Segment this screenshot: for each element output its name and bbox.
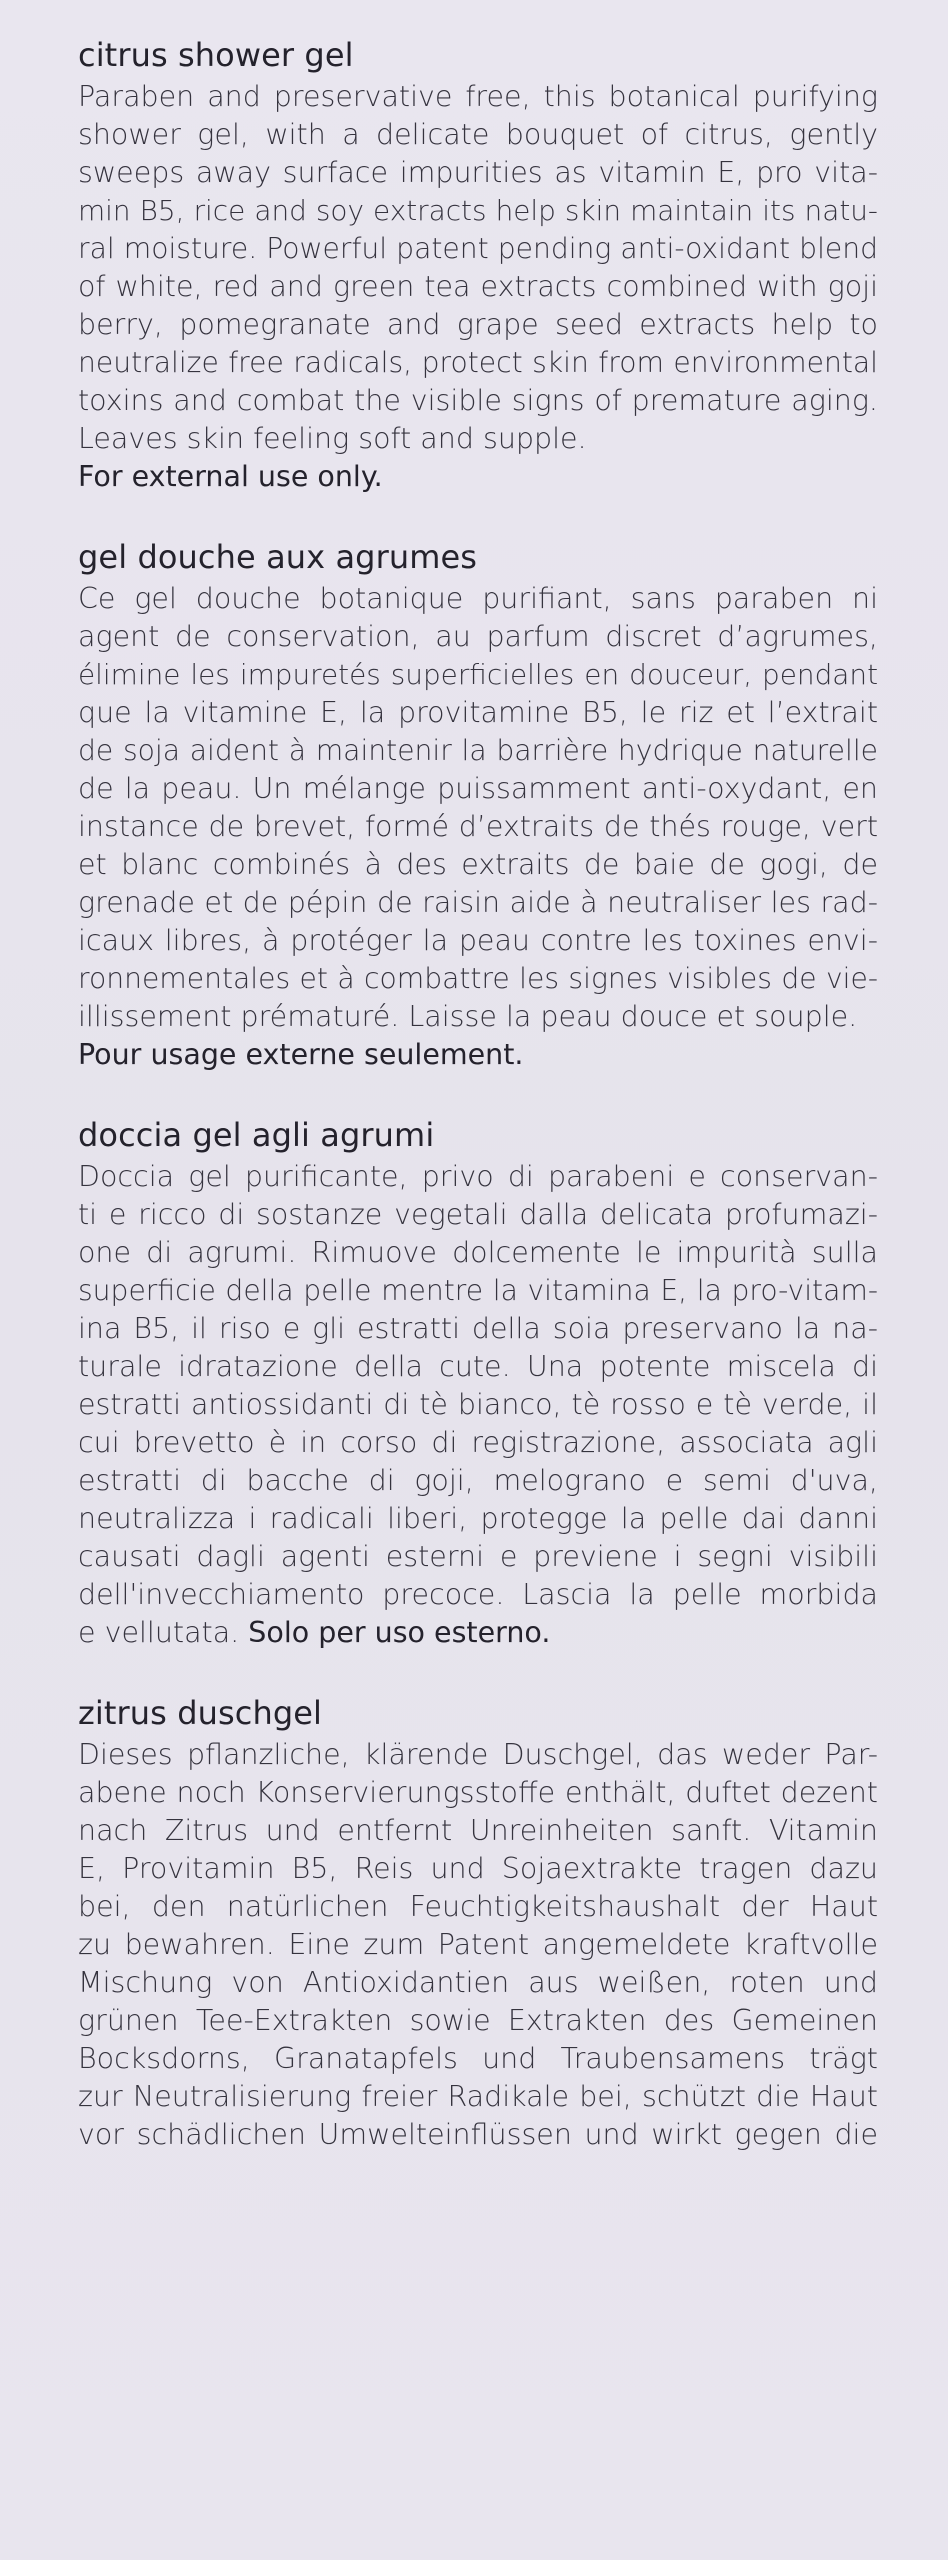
section-title: citrus shower gel (78, 36, 354, 74)
body-line: ina B5, il riso e gli estratti della soia preservano la na- (78, 1312, 878, 1345)
body-line-prefix: e vellutata. (78, 1616, 249, 1649)
body-line: de soja aident à maintenir la barrière hydrique naturelle (78, 734, 878, 767)
body-line: estratti antiossidanti di tè bianco, tè rosso e tè verde, il (78, 1388, 878, 1421)
body-line: one di agrumi. Rimuove dolcemente le impurità sulla (78, 1236, 878, 1269)
body-line: vor schädlichen Umwelteinflüssen und wirkt gegen die (78, 2118, 878, 2151)
body-line: zur Neutralisierung freier Radikale bei, schützt die Haut (78, 2080, 878, 2113)
body-line: nach Zitrus und entfernt Unreinheiten sanft. Vitamin (78, 1814, 878, 1847)
body-line: neutralizza i radicali liberi, protegge la pelle dai danni (78, 1502, 878, 1535)
section-title: zitrus duschgel (78, 1694, 323, 1732)
body-line: causati dagli agenti esterni e previene i segni visibili (78, 1540, 878, 1573)
section-english (78, 32, 878, 496)
body-line-final (78, 1614, 878, 1652)
body-line: estratti di bacche di goji, melograno e semi d'uva, (78, 1464, 878, 1497)
section-french (78, 534, 878, 1074)
body-line: et blanc combinés à des extraits de baie de gogi, de (78, 848, 878, 881)
body-line: cui brevetto è in corso di registrazione, associata agli (78, 1426, 878, 1459)
section-italian (78, 1112, 878, 1652)
usage-note: Pour usage externe seulement. (78, 1038, 524, 1071)
section-german (78, 1690, 878, 2154)
section-title: doccia gel agli agrumi (78, 1116, 435, 1154)
body-line: Doccia gel purificante, privo di parabeni e conservan- (78, 1160, 878, 1193)
body-line: Dieses pflanzliche, klärende Duschgel, das weder Par- (78, 1738, 878, 1771)
body-line: grenade et de pépin de raisin aide à neutraliser les rad- (78, 886, 878, 919)
body-line: of white, red and green tea extracts combined with goji (78, 270, 878, 303)
section-spacer (78, 1652, 878, 1690)
body-line: ti e ricco di sostanze vegetali dalla delicata profumazi- (78, 1198, 878, 1231)
usage-note: Solo per uso esterno. (248, 1616, 551, 1649)
body-line: grünen Tee-Extrakten sowie Extrakten des Gemeinen (78, 2004, 878, 2037)
body-line: agent de conservation, au parfum discret d’agrumes, (78, 620, 878, 653)
section-body (78, 78, 878, 496)
body-line: que la vitamine E, la provitamine B5, le riz et l’extrait (78, 696, 878, 729)
body-line: Paraben and preservative free, this botanical purifying (78, 80, 878, 113)
body-line: illissement prématuré. Laisse la peau douce et souple. (78, 1000, 858, 1033)
body-line: turale idratazione della cute. Una potente miscela di (78, 1350, 878, 1383)
body-line: superficie della pelle mentre la vitamina E, la pro-vitam- (78, 1274, 878, 1307)
body-line: neutralize free radicals, protect skin from environmental (78, 346, 878, 379)
body-line: instance de brevet, formé d’extraits de thés rouge, vert (78, 810, 878, 843)
section-title: gel douche aux agrumes (78, 538, 478, 576)
body-line: élimine les impuretés superficielles en douceur, pendant (78, 658, 878, 691)
body-line: ronnementales et à combattre les signes visibles de vie- (78, 962, 878, 995)
body-line: Bocksdorns, Granatapfels und Traubensamens trägt (78, 2042, 878, 2075)
body-line: min B5, rice and soy extracts help skin maintain its natu- (78, 194, 878, 227)
body-line: icaux libres, à protéger la peau contre les toxines envi- (78, 924, 878, 957)
section-body (78, 580, 878, 1074)
body-line: sweeps away surface impurities as vitamin E, pro vita- (78, 156, 878, 189)
section-spacer (78, 1074, 878, 1112)
body-line: bei, den natürlichen Feuchtigkeitshaushalt der Haut (78, 1890, 878, 1923)
body-line: ral moisture. Powerful patent pending anti-oxidant blend (78, 232, 878, 265)
usage-note: For external use only. (78, 460, 383, 493)
body-line: shower gel, with a delicate bouquet of citrus, gently (78, 118, 878, 151)
body-line: Leaves skin feeling soft and supple. (78, 422, 587, 455)
body-line: toxins and combat the visible signs of premature aging. (78, 384, 878, 417)
body-line: Mischung von Antioxidantien aus weißen, roten und (78, 1966, 878, 1999)
body-line: berry, pomegranate and grape seed extracts help to (78, 308, 878, 341)
body-line: Ce gel douche botanique purifiant, sans paraben ni (78, 582, 878, 615)
body-line: E, Provitamin B5, Reis und Sojaextrakte tragen dazu (78, 1852, 878, 1885)
body-line: abene noch Konservierungsstoffe enthält, duftet dezent (78, 1776, 878, 1809)
body-line: dell'invecchiamento precoce. Lascia la pelle morbida (78, 1578, 878, 1611)
section-body (78, 1736, 878, 2154)
section-body (78, 1158, 878, 1652)
body-line: de la peau. Un mélange puissamment anti-oxydant, en (78, 772, 878, 805)
section-spacer (78, 496, 878, 534)
body-line: zu bewahren. Eine zum Patent angemeldete kraftvolle (78, 1928, 878, 1961)
